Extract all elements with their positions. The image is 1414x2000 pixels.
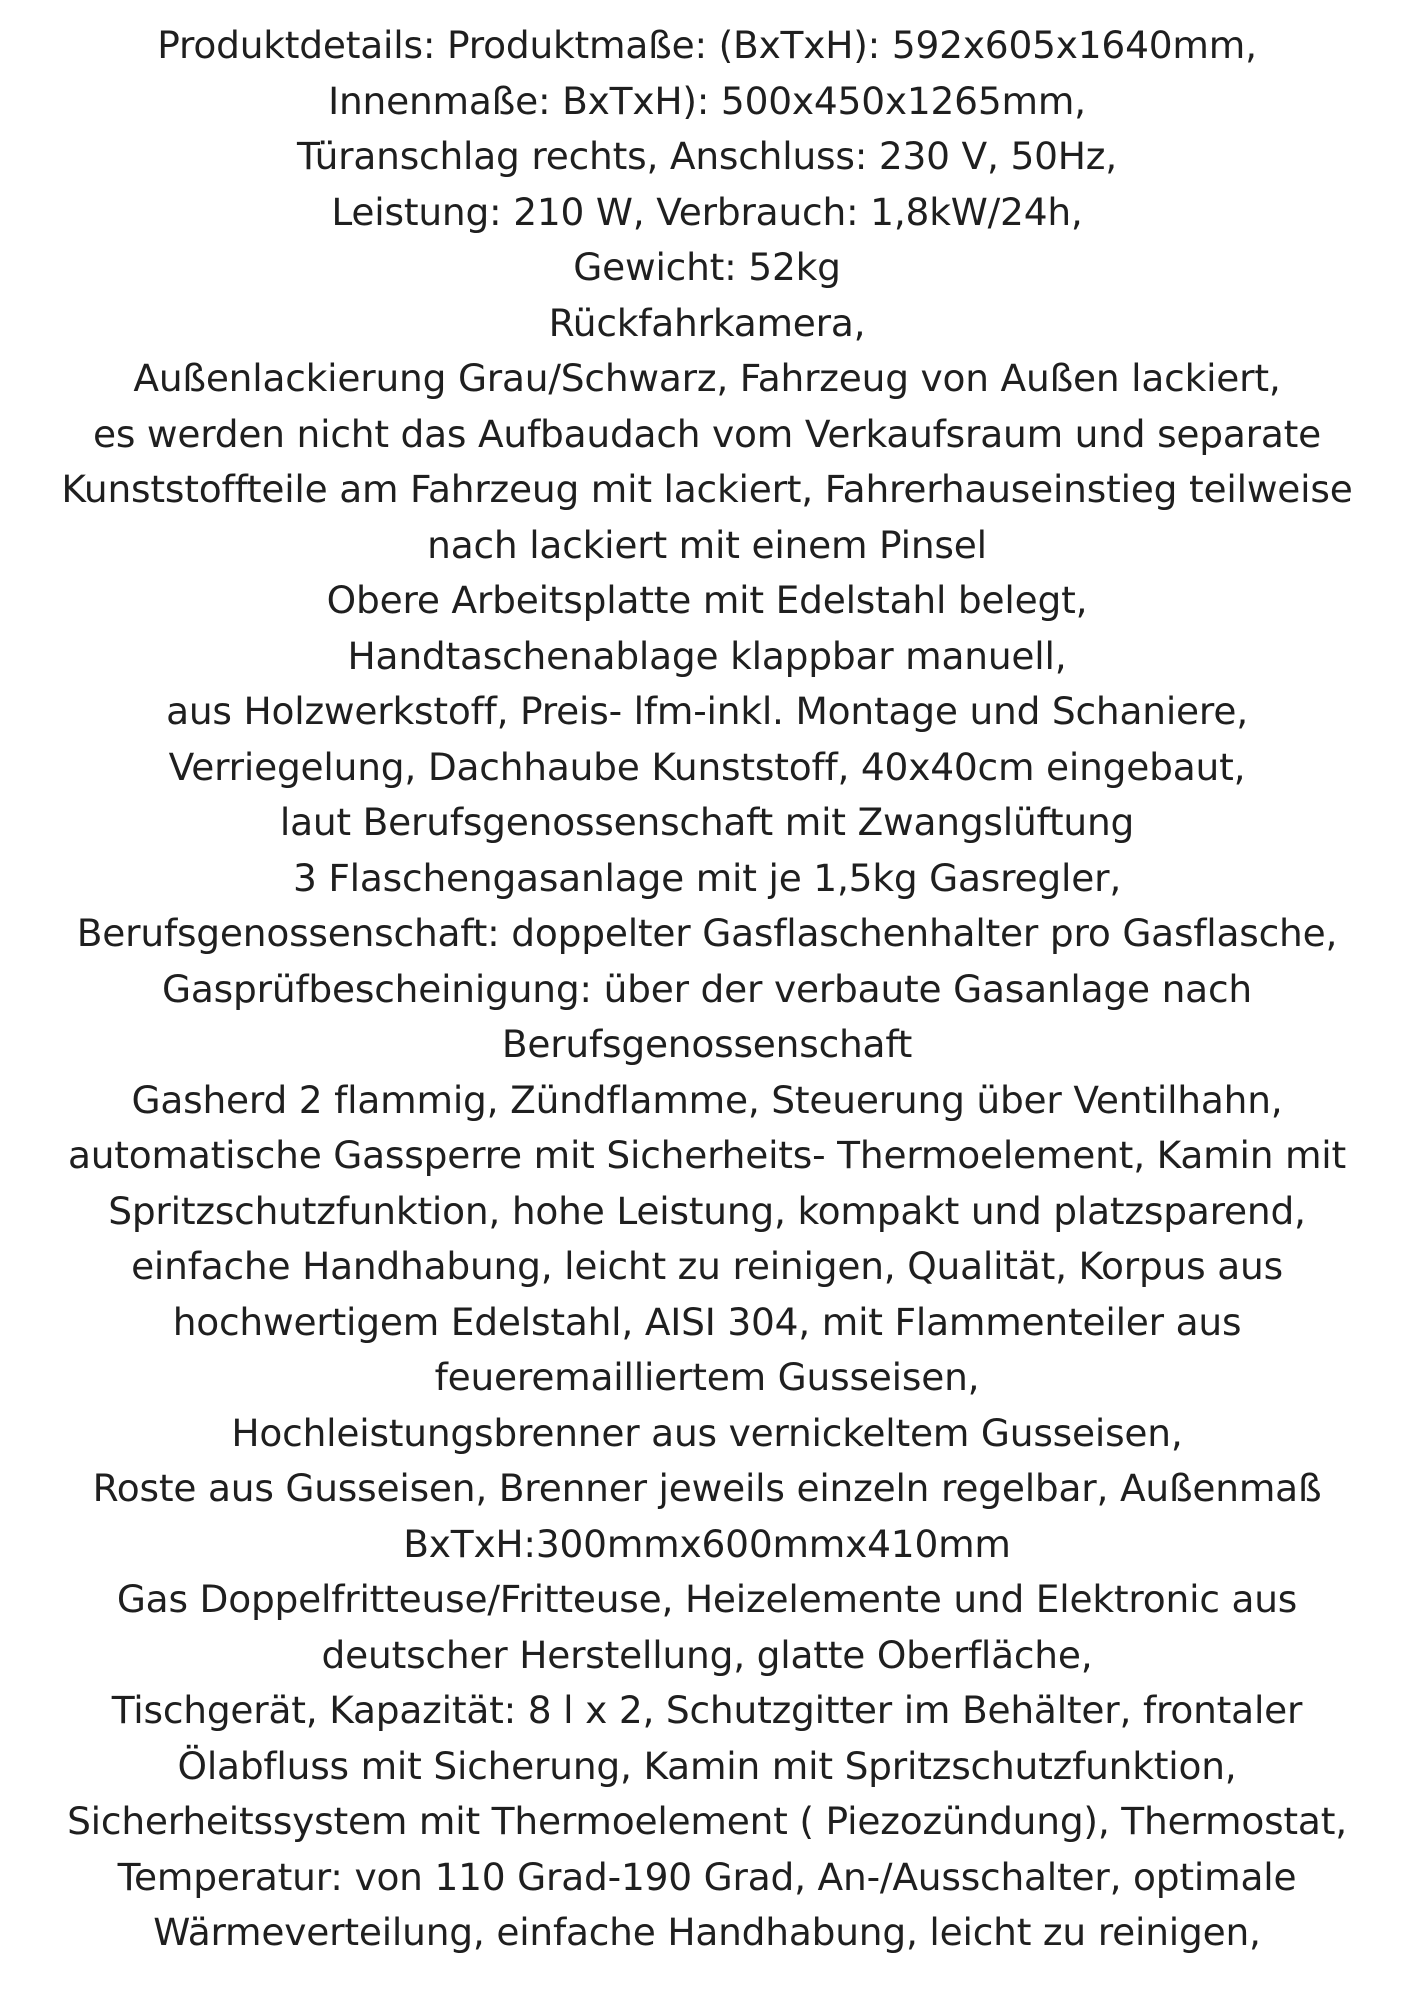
text-line: nach lackiert mit einem Pinsel [427,522,987,567]
text-line: Gewicht: 52kg [573,245,841,289]
text-line: automatische Gassperre mit Sicherheits- Thermoelement, Kamin mit [67,1133,1347,1177]
text-line: Tischgerät, Kapazität: 8 l x 2, Schutzgitter im Behälter, frontaler [111,1688,1303,1732]
text-line: BxTxH:300mmx600mmx410mm [403,1521,1011,1566]
text-line: Handtaschenablage klappbar manuell, [347,633,1067,678]
text-line: hochwertigem Edelstahl, AISI 304, mit Flammenteiler aus [172,1299,1242,1344]
text-line: deutscher Herstellung, glatte Oberfläche, [321,1632,1093,1677]
text-line: Berufsgenossenschaft: doppelter Gasflaschenhalter pro Gasflasche, [76,911,1338,955]
text-line: Berufsgenossenschaft [501,1022,913,1066]
text-line: laut Berufsgenossenschaft mit Zwangslüftung [279,800,1135,844]
text-line: Temperatur: von 110 Grad-190 Grad, An-/Ausschalter, optimale [117,1854,1297,1899]
text-line: Leistung: 210 W, Verbrauch: 1,8kW/24h, [331,189,1083,234]
text-line: 3 Flaschengasanlage mit je 1,5kg Gasregler, [292,855,1122,900]
text-line: Spritzschutzfunktion, hohe Leistung, kompakt und platzsparend, [108,1188,1306,1233]
text-line: Gasherd 2 flammig, Zündflamme, Steuerung über Ventilhahn, [131,1077,1283,1122]
text-line: Roste aus Gusseisen, Brenner jeweils einzeln regelbar, Außenmaß [92,1466,1322,1510]
text-line: Türanschlag rechts, Anschluss: 230 V, 50Hz, [297,134,1117,178]
text-line: Produktdetails: Produktmaße: (BxTxH): 592x605x1640mm, [157,23,1257,67]
text-line: Hochleistungsbrenner aus vernickeltem Gusseisen, [231,1410,1183,1455]
text-line: Innenmaße: BxTxH): 500x450x1265mm, [328,78,1086,123]
text-line: Sicherheitssystem mit Thermoelement ( Piezozündung), Thermostat, [67,1799,1347,1843]
text-line: Ölabfluss mit Sicherung, Kamin mit Spritzschutzfunktion, [177,1743,1237,1788]
text-line: Außenlackierung Grau/Schwarz, Fahrzeug von Außen lackiert, [133,356,1281,400]
text-line: Gasprüfbescheinigung: über der verbaute Gasanlage nach [162,966,1252,1011]
text-line: Wärmeverteilung, einfache Handhabung, leicht zu reinigen, [153,1910,1261,1954]
document-body [0,18,1414,1961]
text-line: Obere Arbeitsplatte mit Edelstahl belegt, [326,578,1088,622]
text-line: Kunststoffteile am Fahrzeug mit lackiert, Fahrerhauseinstieg teilweise [61,467,1353,511]
text-line: Gas Doppelfritteuse/Fritteuse, Heizelemente und Elektronic aus [116,1577,1298,1621]
text-line: Rückfahrkamera, [548,300,866,345]
text-line: feueremailliertem Gusseisen, [434,1355,980,1399]
text-line: Verriegelung, Dachhaube Kunststoff, 40x40cm eingebaut, [168,744,1246,789]
text-line: einfache Handhabung, leicht zu reinigen, Qualität, Korpus aus [131,1244,1283,1288]
text-line: aus Holzwerkstoff, Preis- lfm-inkl. Montage und Schaniere, [166,689,1248,733]
text-line: es werden nicht das Aufbaudach vom Verkaufsraum und separate [92,411,1322,456]
